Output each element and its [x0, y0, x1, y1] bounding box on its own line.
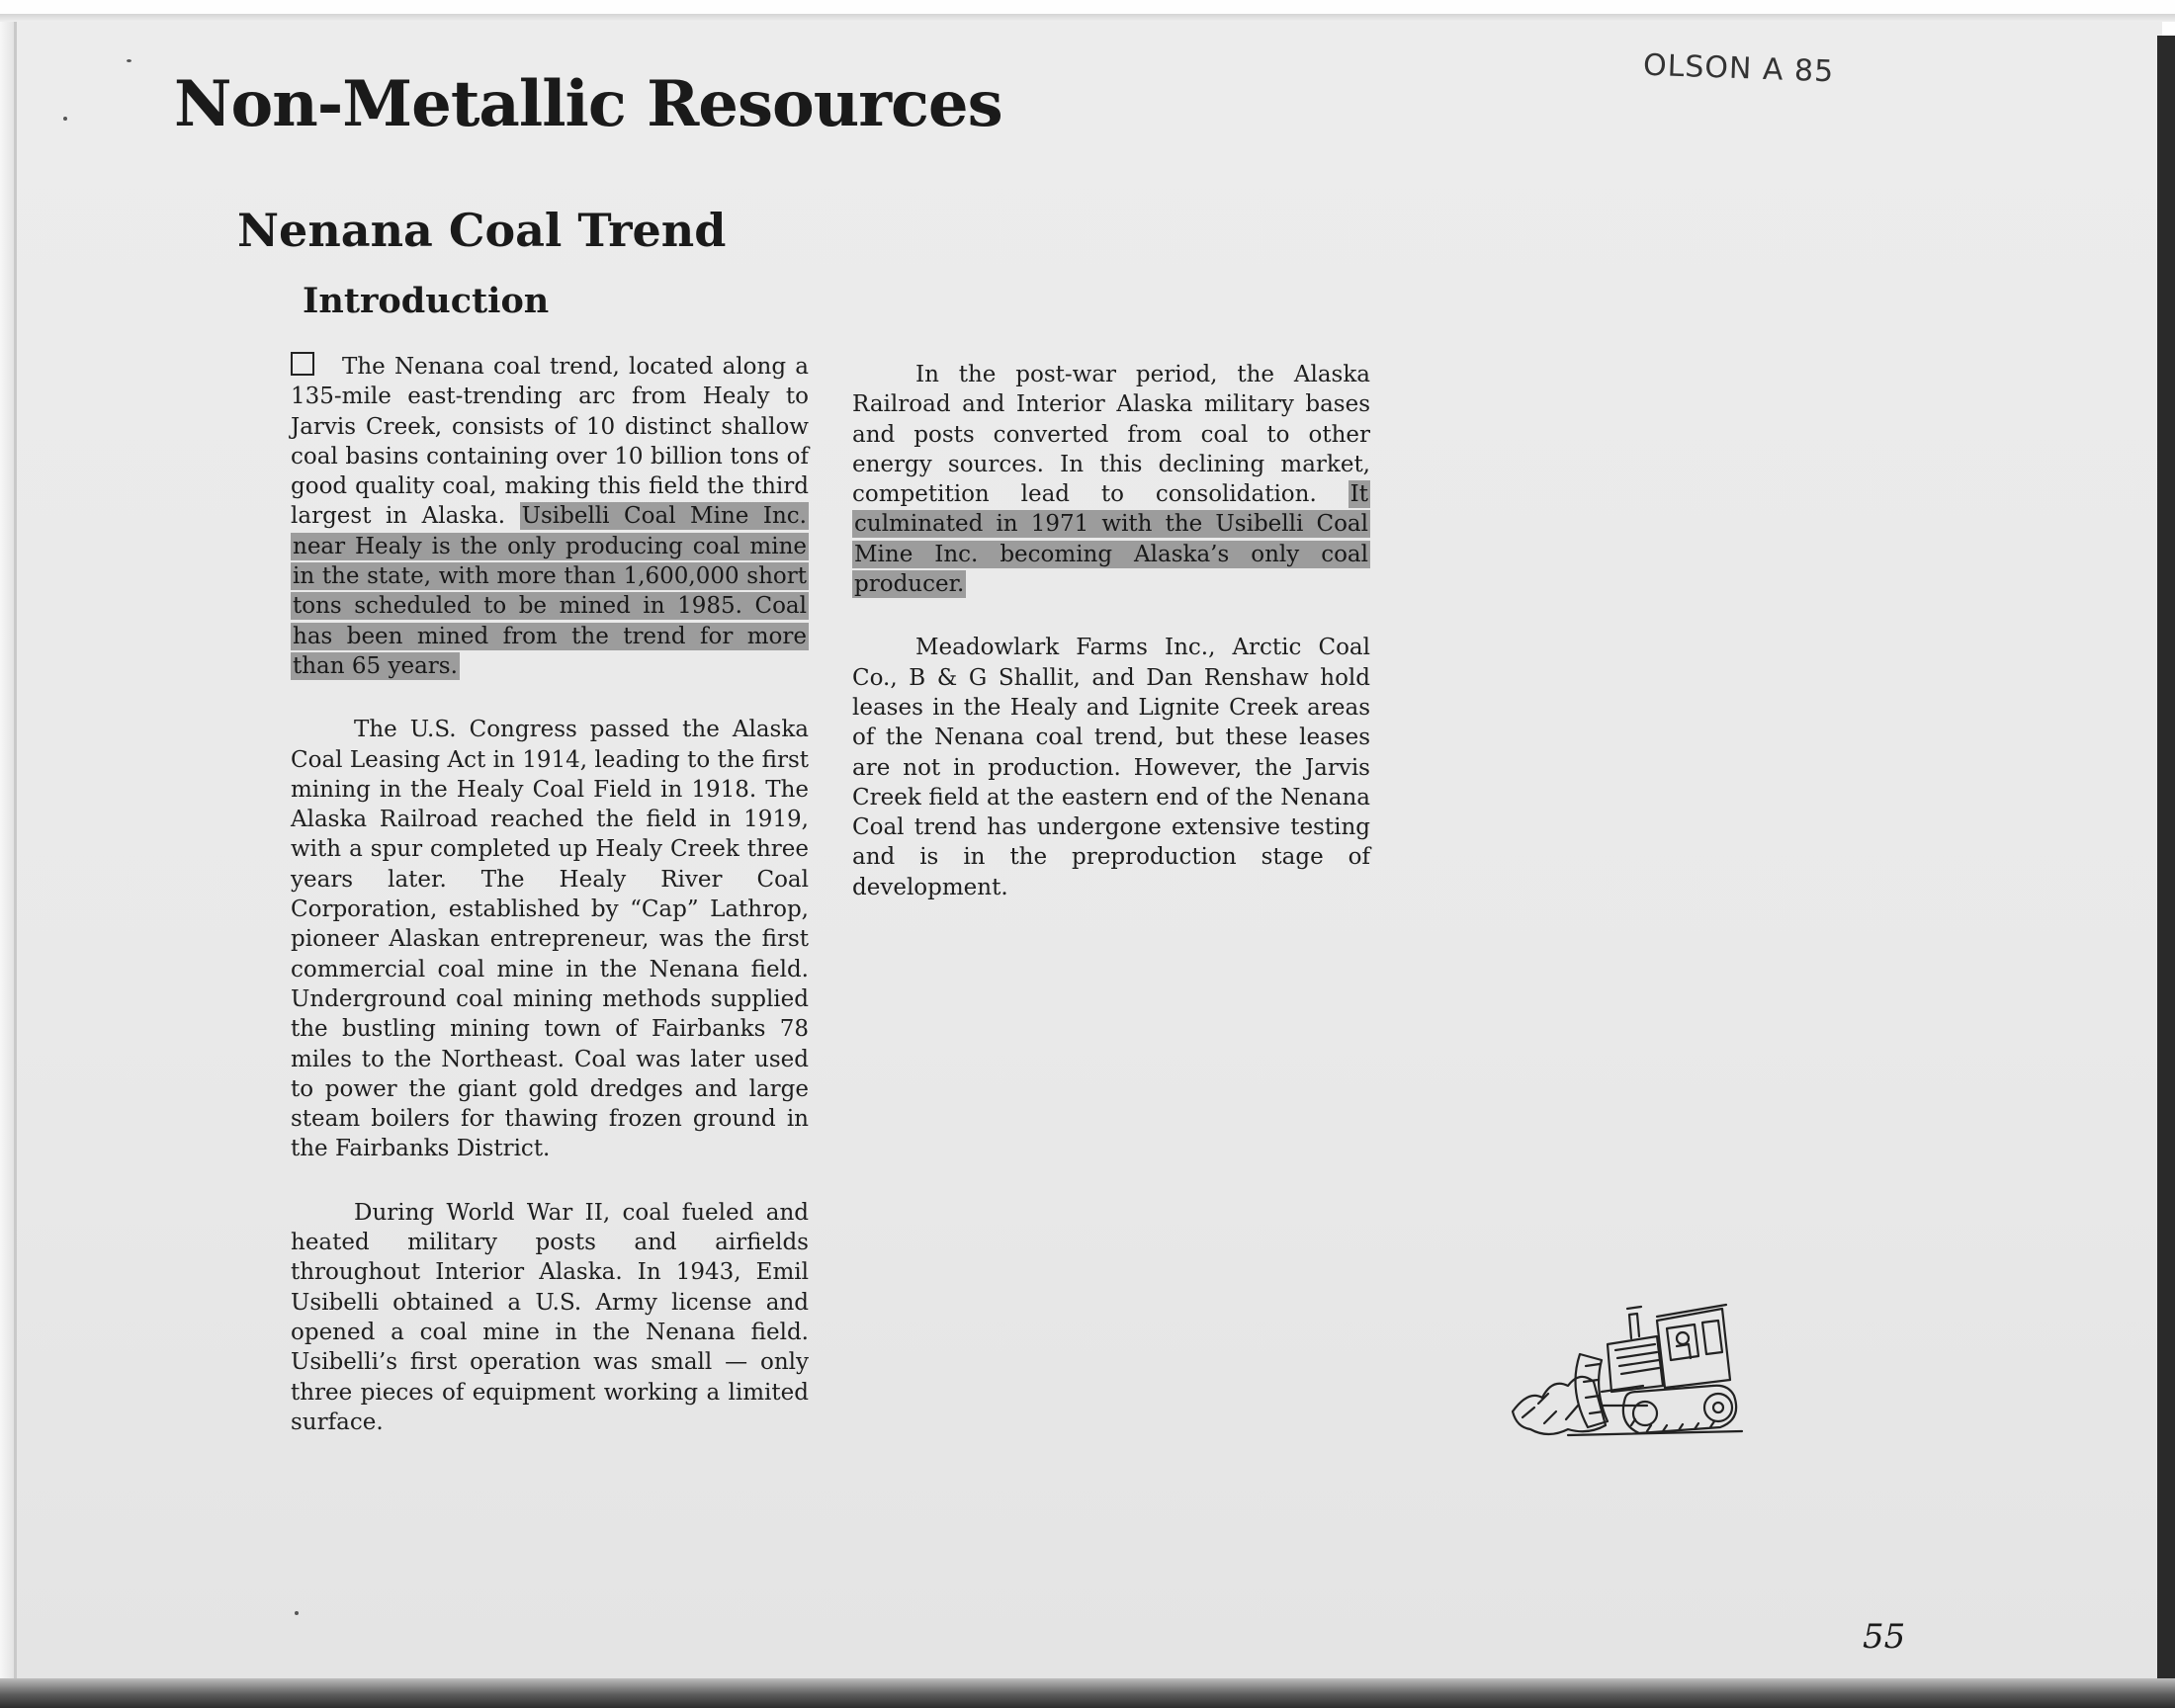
handwritten-note: OLSON A 85	[1642, 47, 1835, 90]
right-column	[852, 360, 1370, 902]
scan-left-edge	[0, 22, 14, 1692]
left-column	[291, 352, 809, 1437]
subsection-title: Introduction	[303, 281, 550, 321]
page-title: Non-Metallic Resources	[174, 67, 1002, 141]
paragraph	[291, 352, 809, 681]
scan-bottom-edge	[0, 1678, 2175, 1708]
paragraph-text: The Nenana coal trend, located along a 135-mile east-trending arc from Healy to Jarvis Creek, consists of 10 distinct shallow coal basins containing over 10 billion tons of good quality coal, making this field the third largest in Alaska.	[291, 354, 809, 530]
highlighted-text: Usibelli Coal Mine Inc. near Healy is the only producing coal mine in the state, with more than 1,600,000 short tons scheduled to be mined in 1985. Coal has been mined from the trend for more than 65 years.	[293, 503, 807, 679]
section-title: Nenana Coal Trend	[237, 204, 727, 257]
checkbox-square-icon	[291, 352, 314, 376]
scan-speck	[127, 59, 131, 62]
scan-top-edge	[0, 14, 2175, 22]
paragraph	[852, 360, 1370, 599]
scan-speck	[295, 1611, 299, 1615]
paragraph: During World War II, coal fueled and heated military posts and airfields throughout Interior Alaska. In 1943, Emil Usibelli obtained a U.S. Army license and opened a coal mine in the Nenana field. Usibelli’s first operation was small — only three pieces of equipment working a limited surface.	[291, 1199, 809, 1435]
highlighted-text: It culminated in 1971 with the Usibelli Coal Mine Inc. becoming Alaska’s only coal producer.	[854, 481, 1368, 598]
paragraph: Meadowlark Farms Inc., Arctic Coal Co., B & G Shallit, and Dan Renshaw hold leases in the Healy and Lignite Creek areas of the Nenana coal trend, but these leases are not in production. However, the Jarvis Creek field at the eastern end of the Nenana Coal trend has undergone extensive testing and is in the preproduction stage of development.	[852, 635, 1370, 900]
paragraph: The U.S. Congress passed the Alaska Coal Leasing Act in 1914, leading to the first mining in the Healy Coal Field in 1918. The Alaska Railroad reached the field in 1919, with a spur completed up Healy Creek three years later. The Healy River Coal Corporation, established by “Cap” Lathrop, pioneer Alaskan entrepreneur, was the first commercial coal mine in the Nenana field. Underground coal mining methods supplied the bustling mining town of Fairbanks 78 miles to the Northeast. Coal was later used to power the giant gold dredges and large steam boilers for thawing frozen ground in the Fairbanks District.	[291, 717, 809, 1162]
paragraph-text: In the post-war period, the Alaska Railroad and Interior Alaska military bases and posts converted from coal to other energy sources. In this declining market, competition lead to consolidation.	[852, 362, 1370, 508]
page-number: 55	[1863, 1617, 1906, 1657]
scan-right-edge	[2157, 36, 2175, 1708]
bulldozer-icon	[1509, 1295, 1746, 1453]
scan-speck	[63, 117, 67, 121]
